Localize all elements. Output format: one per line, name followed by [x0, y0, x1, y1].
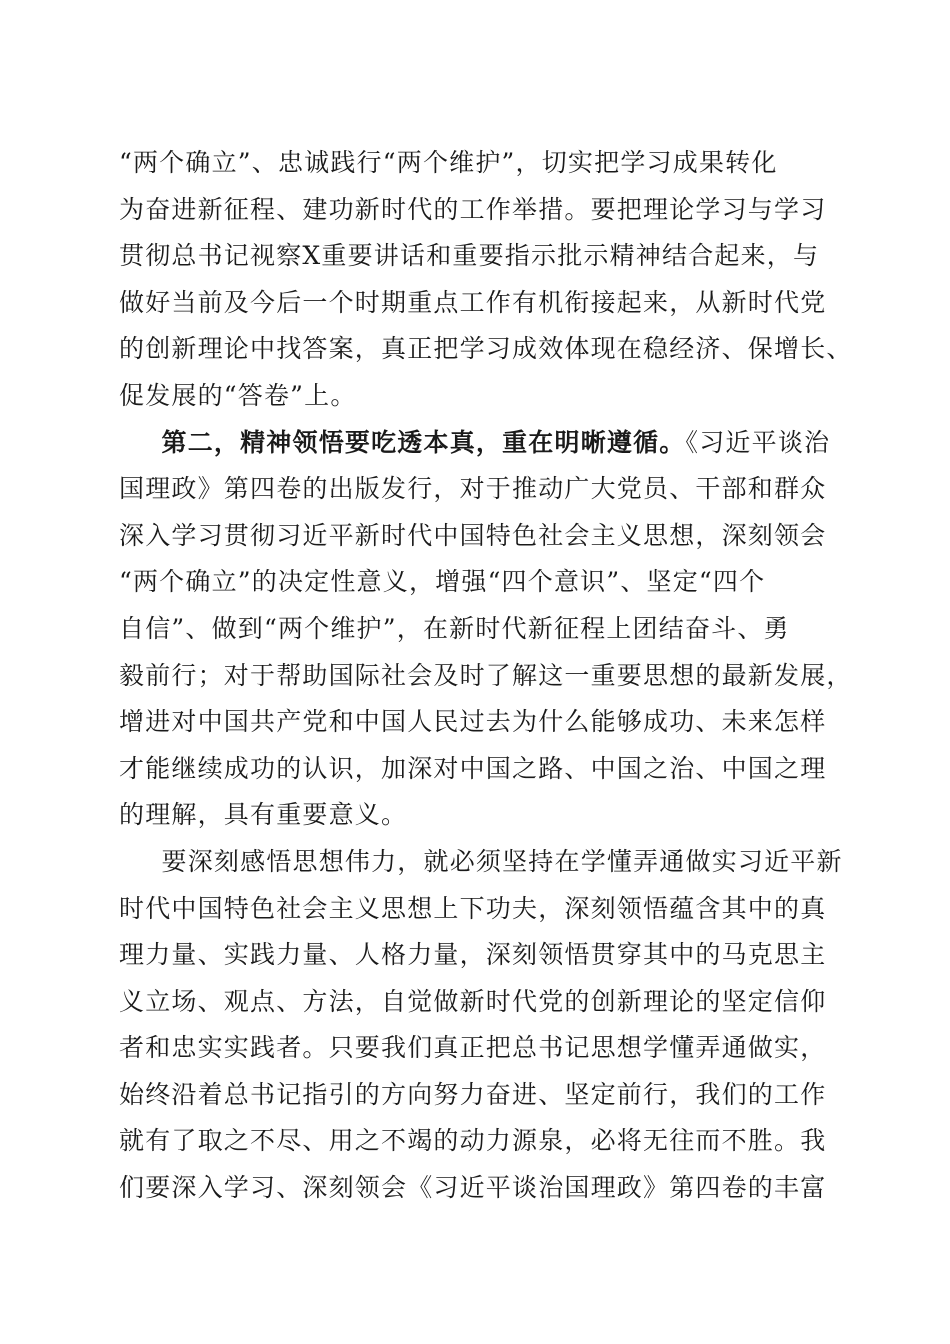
text-line: 才能继续成功的认识，加深对中国之路、中国之治、中国之理 — [119, 753, 827, 783]
text-line: 们要深入学习、深刻领会《习近平谈治国理政》第四卷的丰富 — [119, 1173, 827, 1203]
text-line: 的创新理论中找答案，真正把学习成效体现在稳经济、保增长、 — [119, 334, 853, 364]
text-line: “两个确立”、忠诚践行“两个维护”，切实把学习成果转化 — [119, 148, 778, 177]
text-line: 深入学习贯彻习近平新时代中国特色社会主义思想，深刻领会 — [119, 520, 827, 550]
text-line: 为奋进新征程、建功新时代的工作举措。要把理论学习与学习 — [119, 194, 827, 224]
text-line: 促发展的“答卷”上。 — [119, 380, 357, 410]
paragraph-1 — [119, 140, 853, 420]
text-line: “两个确立”的决定性意义，增强“四个意识”、坚定“四个 — [119, 567, 766, 597]
text-line: 者和忠实实践者。只要我们真正把总书记思想学懂弄通做实， — [119, 1033, 827, 1063]
text-line: 做好当前及今后一个时期重点工作有机衔接起来，从新时代党 — [119, 287, 827, 317]
text-line: 贯彻总书记视察X重要讲话和重要指示批示精神结合起来，与 — [119, 241, 820, 271]
text-line: 理力量、实践力量、人格力量，深刻领悟贯穿其中的马克思主 — [119, 940, 827, 970]
paragraph-3 — [119, 839, 849, 1212]
text-run: 《习近平谈治 — [685, 427, 831, 457]
paragraph-2 — [119, 420, 853, 839]
paragraph-heading: 第二，精神领悟要吃透本真，重在明晰遵循。 — [161, 427, 686, 457]
text-line: 时代中国特色社会主义思想上下功夫，深刻领悟蕴含其中的真 — [119, 893, 827, 923]
text-line: 自信”、做到“两个维护”，在新时代新征程上团结奋斗、勇 — [119, 613, 790, 643]
text-line: 义立场、观点、方法，自觉做新时代党的创新理论的坚定信仰 — [119, 986, 827, 1016]
text-line: 国理政》第四卷的出版发行，对于推动广大党员、干部和群众 — [119, 474, 827, 504]
text-line — [119, 420, 849, 467]
text-line: 就有了取之不尽、用之不竭的动力源泉，必将无往而不胜。我 — [119, 1126, 827, 1156]
text-line: 始终沿着总书记指引的方向努力奋进、坚定前行，我们的工作 — [119, 1079, 827, 1109]
document-body — [119, 140, 853, 1212]
text-line: 的理解，具有重要意义。 — [119, 800, 408, 830]
text-line: 增进对中国共产党和中国人民过去为什么能够成功、未来怎样 — [119, 707, 827, 737]
text-line: 要深刻感悟思想伟力，就必须坚持在学懂弄通做实习近平新 — [161, 846, 843, 876]
text-line: 毅前行；对于帮助国际社会及时了解这一重要思想的最新发展， — [119, 660, 853, 690]
